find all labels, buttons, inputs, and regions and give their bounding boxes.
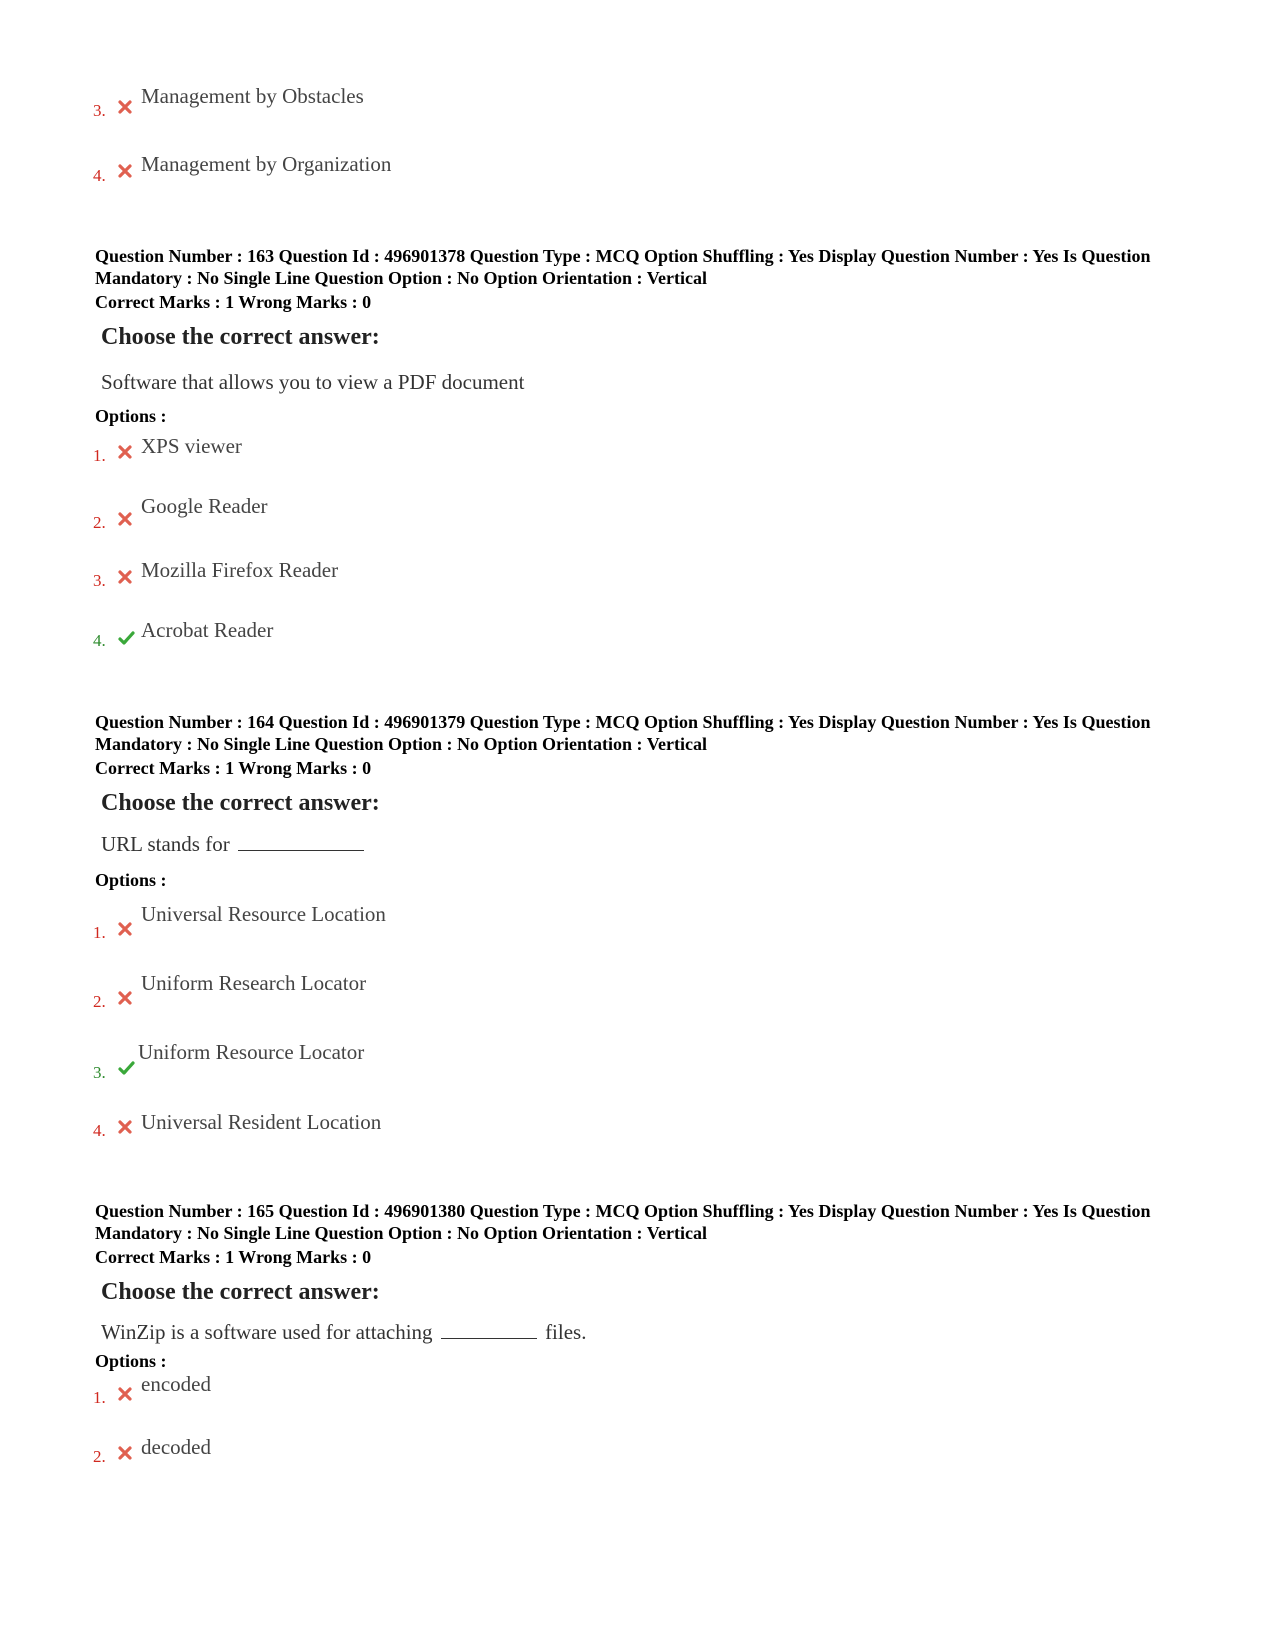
option-number: 4.	[93, 166, 106, 185]
question-text-content: URL stands for	[101, 832, 230, 856]
option-number: 3.	[93, 101, 106, 120]
question-text-after: files.	[545, 1320, 587, 1344]
cross-icon	[117, 99, 133, 115]
option-number: 2.	[93, 513, 106, 532]
options-label: Options :	[95, 1351, 167, 1371]
question-marks: Correct Marks : 1 Wrong Marks : 0	[95, 292, 372, 312]
option-number: 3.	[93, 1063, 106, 1082]
question-heading: Choose the correct answer:	[101, 1279, 380, 1305]
question-marks: Correct Marks : 1 Wrong Marks : 0	[95, 1247, 372, 1267]
question-meta: Question Number : 163 Question Id : 496901378 Question Type : MCQ Option Shuffling : Yes Display Question Number : Yes Is Question Mandatory : No Single Line Question Option : No Option Orientation : Vertical	[95, 246, 1151, 288]
cross-icon	[117, 569, 133, 585]
option-text: Acrobat Reader	[141, 618, 274, 642]
check-icon	[117, 630, 135, 646]
option-text: Mozilla Firefox Reader	[141, 558, 339, 582]
option-number: 2.	[93, 992, 106, 1011]
answer-blank	[238, 848, 364, 851]
option-text: Management by Organization	[141, 152, 392, 176]
cross-icon	[117, 990, 133, 1006]
option-text: Management by Obstacles	[141, 84, 364, 108]
options-label: Options :	[95, 406, 167, 426]
question-meta: Question Number : 165 Question Id : 496901380 Question Type : MCQ Option Shuffling : Yes Display Question Number : Yes Is Question Mandatory : No Single Line Question Option : No Option Orientation : Vertical	[95, 1201, 1151, 1243]
question-text: Software that allows you to view a PDF document	[101, 370, 525, 394]
cross-icon	[117, 921, 133, 937]
cross-icon	[117, 444, 133, 460]
option-text: Uniform Research Locator	[141, 971, 367, 995]
cross-icon	[117, 163, 133, 179]
question-text-before: WinZip is a software used for attaching	[101, 1320, 433, 1344]
question-meta: Question Number : 164 Question Id : 496901379 Question Type : MCQ Option Shuffling : Yes Display Question Number : Yes Is Question Mandatory : No Single Line Question Option : No Option Orientation : Vertical	[95, 712, 1151, 754]
option-number: 4.	[93, 1121, 106, 1140]
cross-icon	[117, 511, 133, 527]
option-text: Google Reader	[141, 494, 268, 518]
option-number: 1.	[93, 923, 106, 942]
option-text: Universal Resource Location	[141, 902, 386, 926]
option-text: Universal Resident Location	[141, 1110, 382, 1134]
answer-blank	[441, 1336, 537, 1339]
cross-icon	[117, 1445, 133, 1461]
cross-icon	[117, 1119, 133, 1135]
question-heading: Choose the correct answer:	[101, 324, 380, 350]
cross-icon	[117, 1386, 133, 1402]
option-number: 4.	[93, 631, 106, 650]
option-text: Uniform Resource Locator	[138, 1040, 365, 1064]
question-heading: Choose the correct answer:	[101, 790, 380, 816]
option-number: 1.	[93, 446, 106, 465]
option-number: 3.	[93, 571, 106, 590]
option-text: decoded	[141, 1435, 211, 1459]
option-text: encoded	[141, 1372, 211, 1396]
option-text: XPS viewer	[141, 434, 242, 458]
options-label: Options :	[95, 870, 167, 890]
question-text	[101, 832, 367, 857]
question-marks: Correct Marks : 1 Wrong Marks : 0	[95, 758, 372, 778]
check-icon	[117, 1060, 135, 1076]
option-number: 2.	[93, 1447, 106, 1466]
option-number: 1.	[93, 1388, 106, 1407]
question-text	[101, 1320, 586, 1345]
